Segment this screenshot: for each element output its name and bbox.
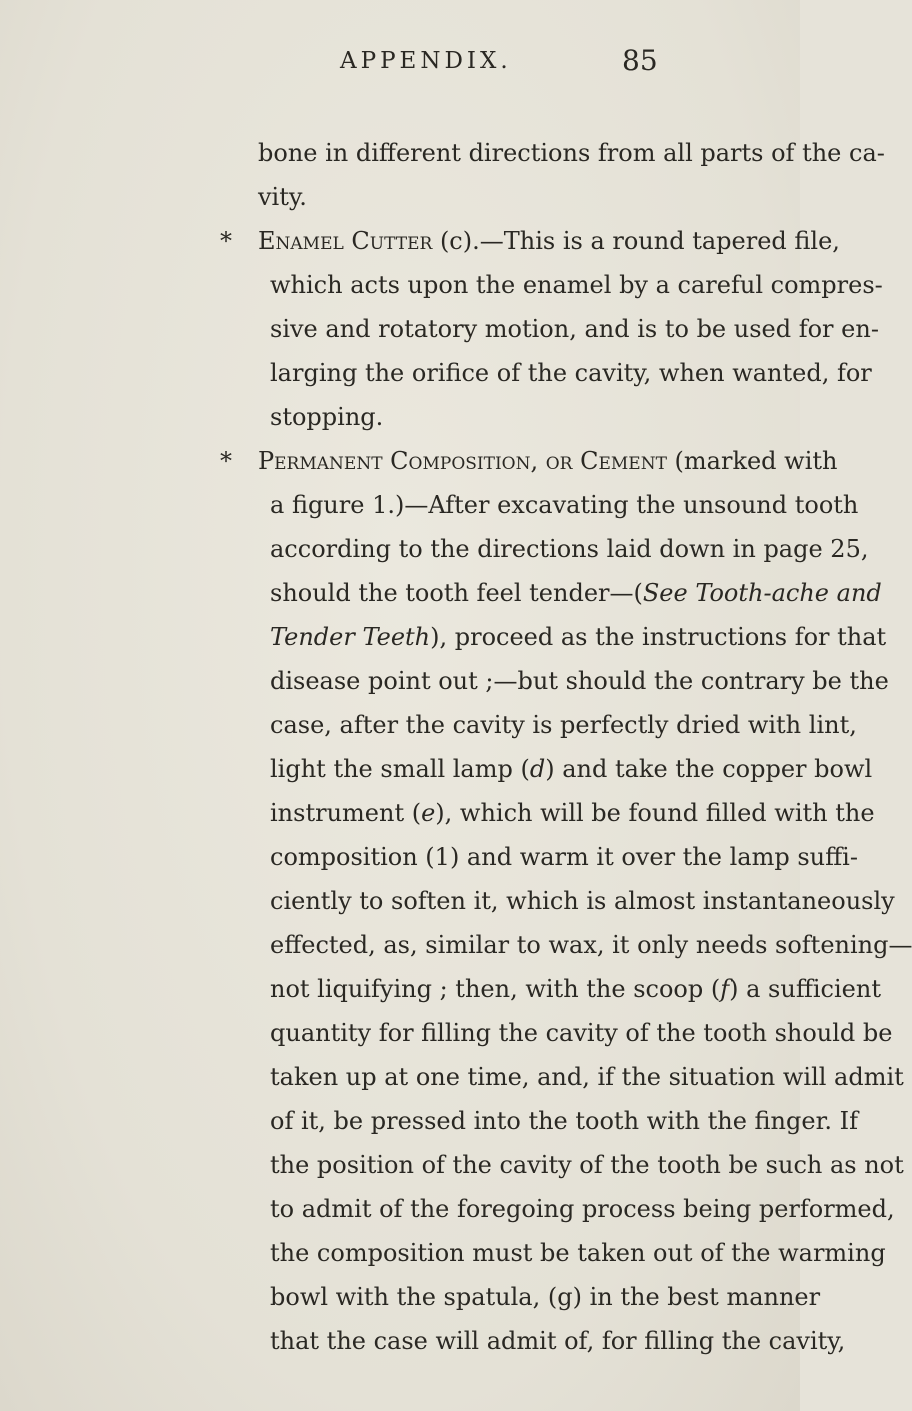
text-fragment: ) a sufficient [729, 975, 881, 1003]
text-line [270, 615, 887, 659]
text-fragment: instrument ( [270, 799, 422, 827]
entry-heading: Permanent Composition, or Cement [258, 447, 667, 475]
text-line: quantity for filling the cavity of the tooth should be [270, 1019, 893, 1047]
text-line [270, 747, 873, 791]
asterisk-marker: * [220, 447, 232, 475]
text-line: composition (1) and warm it over the lamp suffi- [270, 843, 858, 871]
text-line: to admit of the foregoing process being performed, [270, 1195, 895, 1223]
text-line: case, after the cavity is perfectly dried with lint, [270, 711, 857, 739]
text-line: effected, as, similar to wax, it only needs softening— [270, 931, 912, 959]
entry-heading: Enamel Cutter [258, 227, 433, 255]
text-fragment: should the tooth feel tender—( [270, 579, 643, 607]
text-line [270, 571, 882, 615]
text-line: a figure 1.)—After excavating the unsound tooth [270, 491, 859, 519]
text-fragment: ) and take the copper bowl [545, 755, 873, 783]
text-line: which acts upon the enamel by a careful compres- [270, 271, 883, 299]
text-line [270, 791, 875, 835]
text-fragment: ), which will be found filled with the [435, 799, 875, 827]
text-fragment-italic: f [720, 975, 730, 1003]
text-fragment-italic: e [421, 799, 436, 827]
text-line: the composition must be taken out of the warming [270, 1239, 886, 1267]
text-line: bowl with the spatula, (g) in the best manner [270, 1283, 821, 1311]
text-line: bone in different directions from all parts of the ca- [258, 139, 885, 167]
text-fragment-italic: d [529, 755, 546, 783]
text-fragment-italic: Tender Teeth [270, 623, 431, 651]
text-fragment: (c).—This is a round tapered file, [432, 227, 840, 255]
text-line: ciently to soften it, which is almost instantaneously [270, 887, 895, 915]
text-fragment-italic: See Tooth-ache and [642, 579, 882, 607]
text-line: taken up at one time, and, if the situation will admit [270, 1063, 904, 1091]
text-line [258, 439, 838, 483]
text-line: larging the orifice of the cavity, when wanted, for [270, 359, 872, 387]
running-head [0, 44, 800, 88]
page-number: 85 [622, 44, 658, 77]
text-fragment: (marked with [666, 447, 838, 475]
text-line: sive and rotatory motion, and is to be used for en- [270, 315, 879, 343]
text-line: the position of the cavity of the tooth be such as not [270, 1151, 904, 1179]
text-line: of it, be pressed into the tooth with the finger. If [270, 1107, 859, 1135]
text-line: according to the directions laid down in page 25, [270, 535, 869, 563]
text-fragment: not liquifying ; then, with the scoop ( [270, 975, 721, 1003]
text-fragment: light the small lamp ( [270, 755, 530, 783]
text-line: disease point out ;—but should the contrary be the [270, 667, 889, 695]
text-line [270, 967, 881, 1011]
asterisk-marker: * [220, 227, 232, 255]
running-title: APPENDIX. [340, 48, 512, 74]
text-line: that the case will admit of, for filling the cavity, [270, 1327, 846, 1355]
text-line [258, 219, 840, 263]
text-line: vity. [258, 183, 307, 211]
text-line: stopping. [270, 403, 384, 431]
text-fragment: ), proceed as the instructions for that [430, 623, 887, 651]
